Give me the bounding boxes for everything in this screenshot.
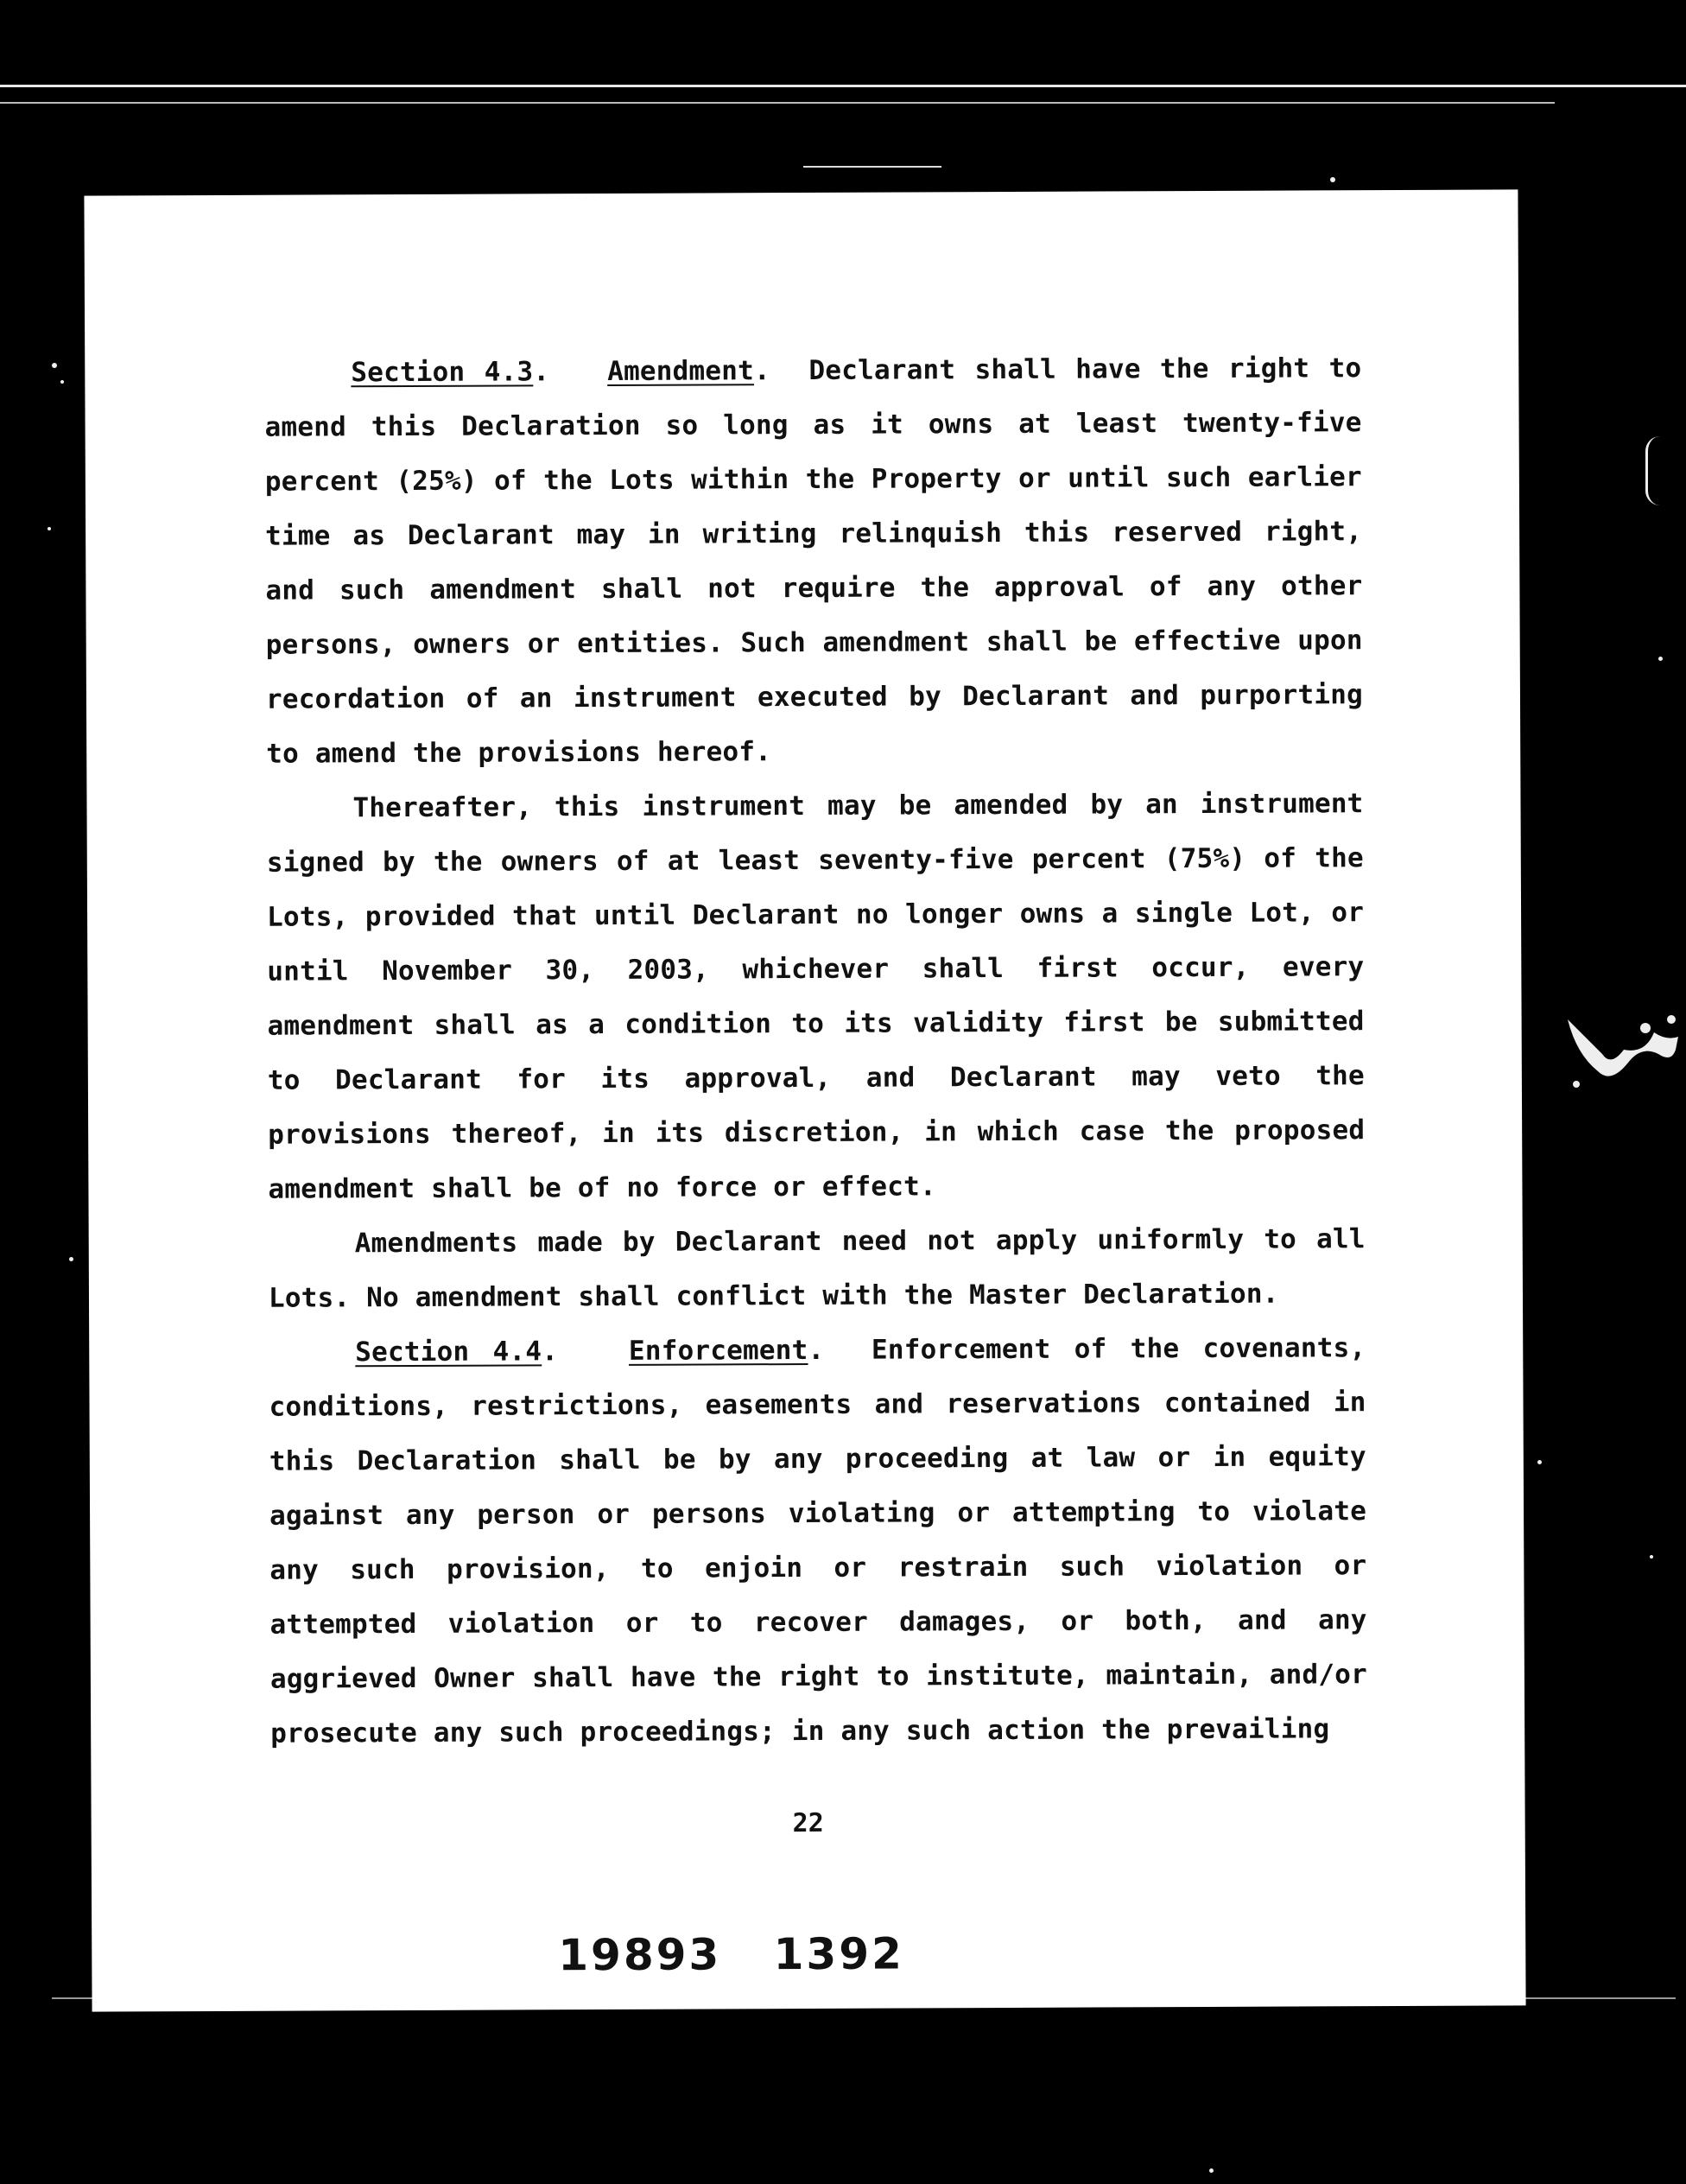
recording-stamp: 19893 1392 xyxy=(558,1928,904,1981)
section-title: Amendment xyxy=(607,355,755,387)
scan-speck xyxy=(1650,1555,1653,1559)
scan-speck xyxy=(52,363,57,368)
document-body xyxy=(264,341,1367,1762)
paragraph-section-4-3: Section 4.3. Amendment. Declarant shall have the right to amend this Declaration so long as it owns at least twenty-five percent (25%) of the Lots within the Property or until such earlier time as Declarant may in writing relinquish this reserved right, and such amendment shall not require the approval of any other persons, owners or entities. Such amendment shall be effective upon recordation of an instrument executed by Declarant and purporting to amend the provisions hereof. xyxy=(264,352,1364,770)
paragraph-amendments xyxy=(269,1212,1366,1326)
section-title: Enforcement xyxy=(628,1334,808,1367)
scan-border-line xyxy=(0,102,1555,104)
paragraph-text: Amendments made by Declarant need not apply uniformly to all Lots. No amendment shall conflict with the Master Declaration. xyxy=(268,1223,1366,1314)
scan-speck xyxy=(1330,177,1335,182)
scan-speck xyxy=(1658,657,1663,661)
document-page xyxy=(84,189,1525,2011)
scan-speck xyxy=(48,527,51,530)
scan-speck xyxy=(69,1257,73,1261)
scan-border-line xyxy=(0,85,1686,87)
paragraph-text: Declarant shall have the right to amend this Declaration so long as it owns at least twenty-five percent (25%) of the Lots within the Property or until such earlier time as Declarant may in writing relinquish this reserved right, and such amendment shall not require the approval of any other persons, owners or entities. Such amendment shall be effective upon recordation of an instrument executed by Declarant and purporting to amend the provisions hereof. xyxy=(264,352,1364,770)
section-number: Section 4.4 xyxy=(355,1336,542,1368)
page-number: 22 xyxy=(792,1807,824,1839)
paragraph-text: Thereafter, this instrument may be amended by an instrument signed by the owners of at least seventy-five percent (75%) of the Lots, provided that until Declarant no longer owns a single Lot, or until November 30, 2003, whichever shall first occur, every amendment shall as a condition to its validity first be submitted to Declarant for its approval, and Declarant may veto the provisions thereof, in its discretion, in which case the proposed amendment shall be of no force or effect. xyxy=(266,788,1366,1205)
scan-border-line xyxy=(803,166,941,168)
paragraph-thereafter xyxy=(266,777,1365,1217)
ink-blot xyxy=(1550,1002,1680,1106)
scan-speck xyxy=(1209,2168,1214,2173)
section-number: Section 4.3 xyxy=(351,356,534,389)
paragraph-section-4-4: Section 4.4. Enforcement. Enforcement of the covenants, conditions, restrictions, easements and reservations contained in this Declaration shall be by any proceeding at law or in equity against any person or persons violating or attempting to violate any such provision, to enjoin or restrain such violation or attempted violation or to recover damages, or both, and any aggrieved Owner shall have the right to institute, maintain, and/or prosecute any such proceedings; in any such action the prevailing xyxy=(269,1332,1367,1749)
margin-mark xyxy=(1645,436,1660,505)
scan-speck xyxy=(60,380,64,384)
scan-speck xyxy=(1537,1460,1542,1464)
paragraph-text: Enforcement of the covenants, conditions, restrictions, easements and reservations contained in this Declaration shall be by any proceeding at law or in equity against any person or persons violating or attempting to violate any such provision, to enjoin or restrain such violation or attempted violation or to recover damages, or both, and any aggrieved Owner shall have the right to institute, maintain, and/or prosecute any such proceedings; in any such action the prevailing xyxy=(269,1332,1367,1749)
